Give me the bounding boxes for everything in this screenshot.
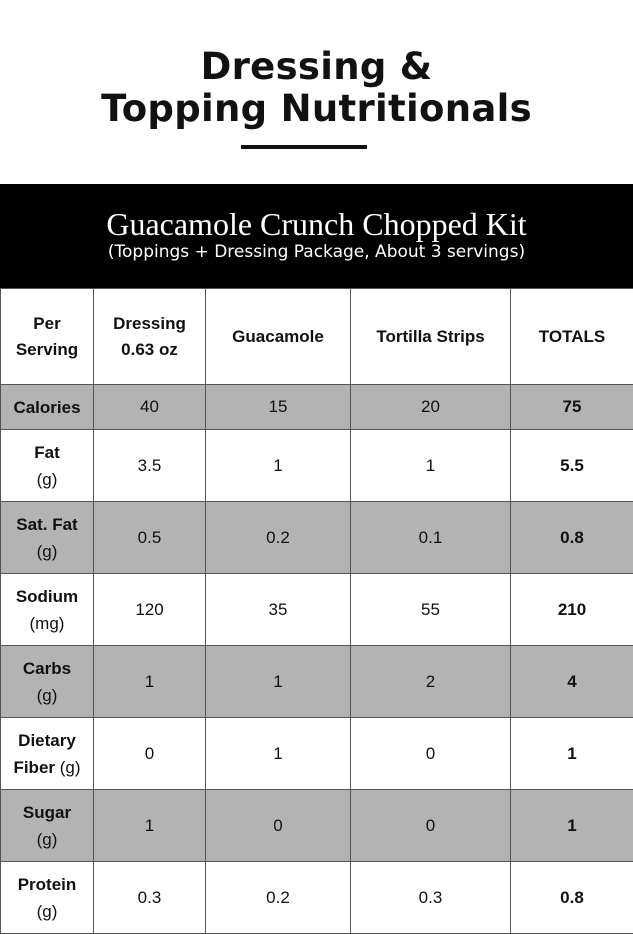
cell-guacamole: 1 [206,718,351,790]
row-unit: (g) [60,758,81,777]
kit-title: Guacamole Crunch Chopped Kit [0,206,633,242]
cell-dressing: 3.5 [94,430,206,502]
column-header-text: 0.63 oz [94,337,205,363]
row-label [1,430,94,502]
cell-tortilla: 0.1 [351,502,511,574]
row-label [1,718,94,790]
cell-tortilla: 0.3 [351,862,511,934]
column-header-text: Guacamole [206,324,350,350]
table-row [1,502,633,574]
cell-guacamole: 0.2 [206,862,351,934]
row-unit: (g) [1,538,93,565]
cell-guacamole: 15 [206,385,351,430]
cell-guacamole: 1 [206,646,351,718]
cell-tortilla: 55 [351,574,511,646]
cell-guacamole: 35 [206,574,351,646]
cell-total: 210 [511,574,633,646]
cell-total: 75 [511,385,633,430]
row-label-text: Protein [1,871,93,898]
column-header-text: Serving [1,337,93,363]
cell-dressing: 0 [94,718,206,790]
column-header-text: Per [1,311,93,337]
column-header-text: Dressing [94,311,205,337]
nutrition-table [0,288,633,934]
cell-total: 0.8 [511,502,633,574]
cell-guacamole: 0.2 [206,502,351,574]
cell-dressing: 120 [94,574,206,646]
row-label-text: Carbs [1,655,93,682]
column-header-text: Tortilla Strips [351,324,510,350]
row-unit: (g) [1,466,93,493]
table-header-row [1,289,633,385]
table-row [1,385,633,430]
cell-tortilla: 1 [351,430,511,502]
row-label-text: Sat. Fat [1,511,93,538]
table-row [1,862,633,934]
row-unit: (g) [1,898,93,925]
row-label-text: Sodium [1,583,93,610]
cell-guacamole: 0 [206,790,351,862]
cell-total: 0.8 [511,862,633,934]
cell-dressing: 40 [94,385,206,430]
column-header-guacamole [206,289,351,385]
page-title-line1: Dressing & [0,46,633,88]
cell-dressing: 1 [94,646,206,718]
title-underline [241,145,367,149]
column-header-per-serving [1,289,94,385]
table-row [1,790,633,862]
row-unit: (g) [1,826,93,853]
column-header-text: TOTALS [511,324,633,350]
table-row [1,718,633,790]
row-label [1,790,94,862]
row-label-text: Fiber [13,758,55,777]
page-title-line2: Topping Nutritionals [0,88,633,130]
row-label-text: Calories [13,398,80,417]
row-label-text: Fat [1,439,93,466]
row-label [1,574,94,646]
page-title [0,46,633,130]
table-row [1,430,633,502]
cell-tortilla: 2 [351,646,511,718]
cell-tortilla: 0 [351,718,511,790]
row-label-text: Sugar [1,799,93,826]
cell-total: 1 [511,790,633,862]
kit-banner [0,184,633,288]
cell-total: 5.5 [511,430,633,502]
column-header-totals [511,289,633,385]
row-unit: (g) [1,682,93,709]
column-header-dressing [94,289,206,385]
cell-dressing: 1 [94,790,206,862]
column-header-tortilla-strips [351,289,511,385]
cell-guacamole: 1 [206,430,351,502]
row-label [1,385,94,430]
cell-dressing: 0.5 [94,502,206,574]
cell-dressing: 0.3 [94,862,206,934]
kit-subtitle: (Toppings + Dressing Package, About 3 servings) [0,241,633,263]
row-label-text: Dietary [1,727,93,754]
row-label [1,502,94,574]
cell-tortilla: 0 [351,790,511,862]
row-label [1,646,94,718]
table-row [1,646,633,718]
row-unit: (mg) [1,610,93,637]
cell-tortilla: 20 [351,385,511,430]
cell-total: 4 [511,646,633,718]
row-label [1,862,94,934]
table-row [1,574,633,646]
cell-total: 1 [511,718,633,790]
